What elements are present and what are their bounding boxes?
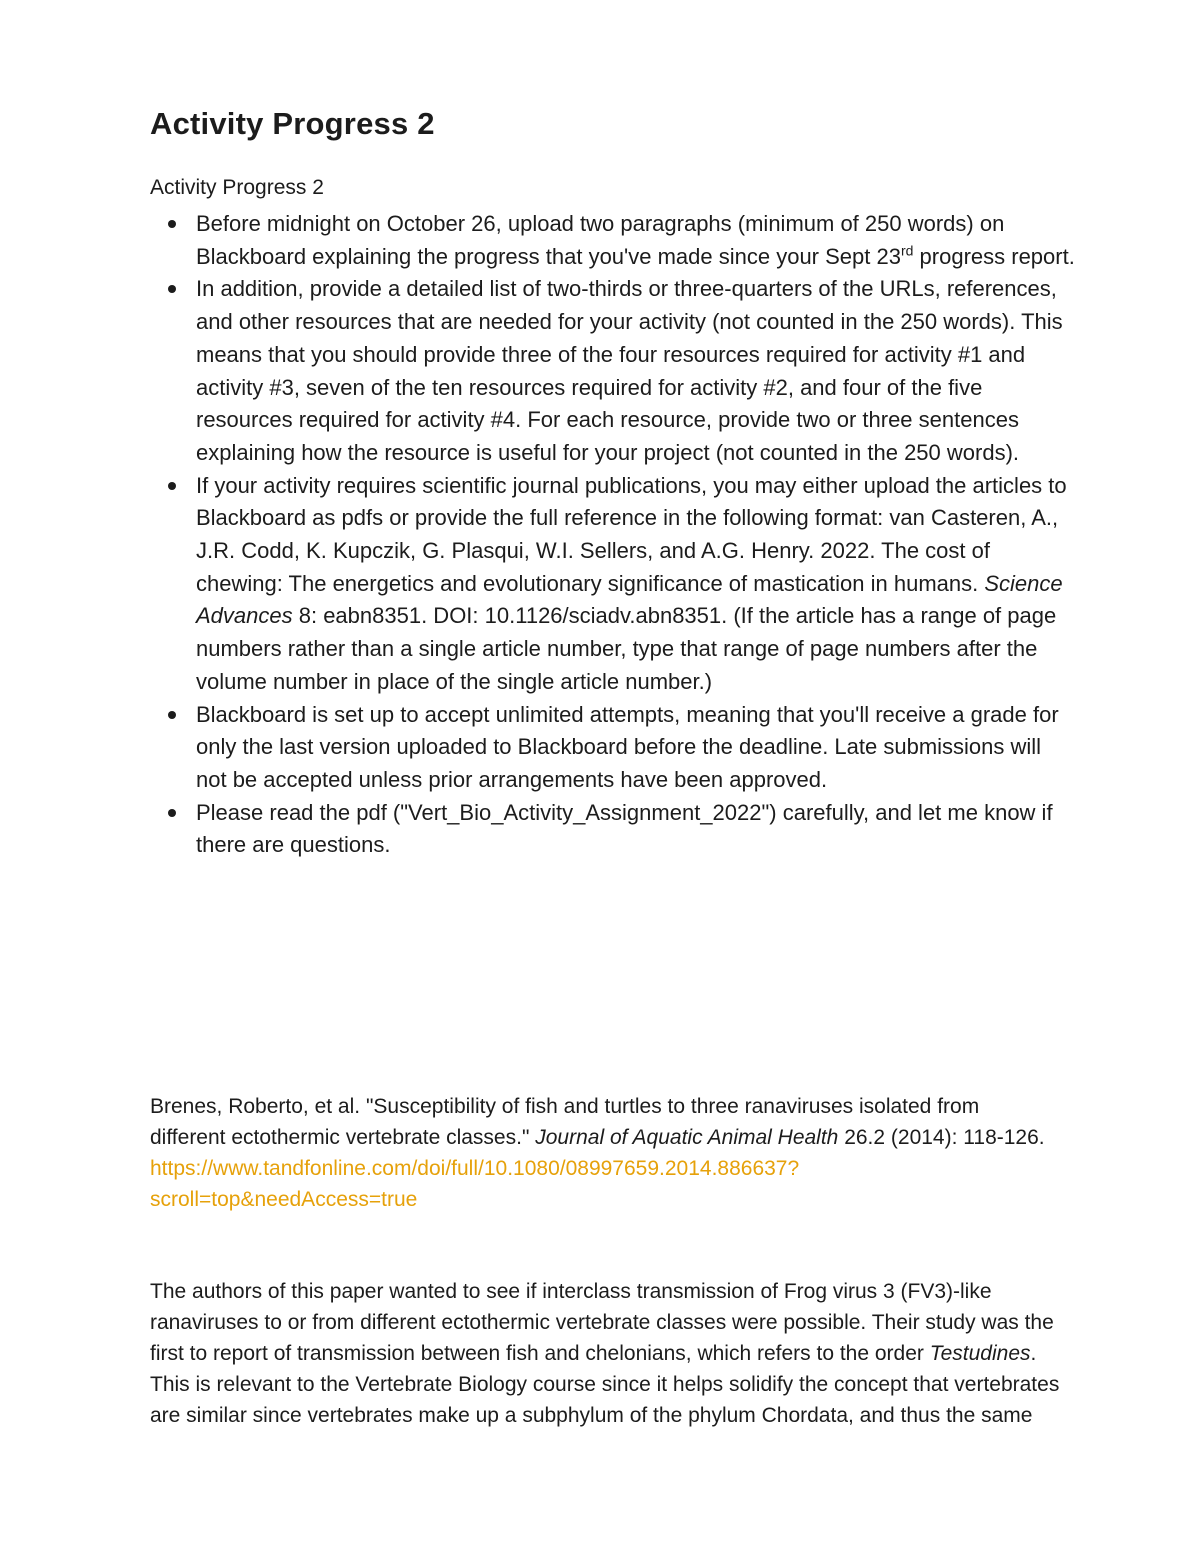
citation-text: 26.2 (2014): 118-126. [838, 1126, 1045, 1149]
list-item [196, 208, 1076, 273]
list-item-text: If your activity requires scientific journal publications, you may either upload the articles to Blackboard as pdfs or provide the full reference in the following format: van Casteren, A., J.R. Codd, K. Kupczik, G. Plasqui, W.I. Sellers, and A.G. Henry. 2022. The cost of chewing: The energetics and evolutionary significance of mastication in humans. [196, 472, 1067, 596]
bullet-icon [168, 482, 176, 490]
journal-name: Journal of Aquatic Animal Health [535, 1126, 839, 1149]
reference-link-line: scroll=top&needAccess=true [150, 1188, 418, 1211]
paragraph-text: . This is relevant to the Vertebrate Biology course since it helps solidify the concept that vertebrates are similar since vertebrates make up a subphylum of the phylum Chordata, and thus the same [150, 1342, 1060, 1427]
bullet-icon [168, 809, 176, 817]
section-subtitle: Activity Progress 2 [150, 176, 324, 199]
list-item [196, 797, 1076, 862]
page-title: Activity Progress 2 [150, 106, 435, 141]
summary-paragraph [150, 1276, 1060, 1431]
list-item-text: 8: eabn8351. DOI: 10.1126/sciadv.abn8351. (If the article has a range of page numbers rather than a single article number, type that range of page numbers after the volume number in place of the single article number.) [196, 603, 1057, 694]
reference-link[interactable] [150, 1157, 799, 1211]
instruction-list [196, 208, 1076, 862]
list-item-text: In addition, provide a detailed list of two-thirds or three-quarters of the URLs, references, and other resources that are needed for your activity (not counted in the 250 words). This means that you should provide three of the four resources required for activity #1 and activity #3, seven of the ten resources required for activity #2, and four of the five resources required for activity #4. For each resource, provide two or three sentences explaining how the resource is useful for your project (not counted in the 250 words). [196, 276, 1063, 465]
list-item-text: Blackboard is set up to accept unlimited attempts, meaning that you'll receive a grade for only the last version uploaded to Blackboard before the deadline. Late submissions will not be accepted unless prior arrangements have been approved. [196, 701, 1059, 792]
taxon-name: Testudines [929, 1342, 1031, 1365]
list-item [196, 699, 1076, 797]
list-item [196, 273, 1076, 469]
bullet-icon [168, 285, 176, 293]
reference-citation [150, 1091, 1060, 1215]
list-item-text: Please read the pdf ("Vert_Bio_Activity_Assignment_2022") carefully, and let me know if there are questions. [196, 799, 1053, 858]
bullet-icon [168, 220, 176, 228]
reference-link-line: https://www.tandfonline.com/doi/full/10.1080/08997659.2014.886637? [150, 1157, 800, 1180]
journal-name: Science Advances [196, 570, 1063, 629]
ordinal-suffix: rd [900, 242, 914, 259]
paragraph-text: The authors of this paper wanted to see if interclass transmission of Frog virus 3 (FV3)-like ranaviruses to or from different ectothermic vertebrate classes were possible. Their study was the first to report of transmission between fish and chelonians, which refers to the order [150, 1280, 1054, 1365]
bullet-icon [168, 711, 176, 719]
list-item-text: progress report. [913, 243, 1075, 269]
list-item-text: Before midnight on October 26, upload two paragraphs (minimum of 250 words) on Blackboard explaining the progress that you've made since your Sept 23 [196, 211, 1005, 269]
list-item [196, 470, 1076, 699]
citation-text: Brenes, Roberto, et al. "Susceptibility of fish and turtles to three ranaviruses isolated from different ectothermic vertebrate classes." [150, 1095, 980, 1149]
